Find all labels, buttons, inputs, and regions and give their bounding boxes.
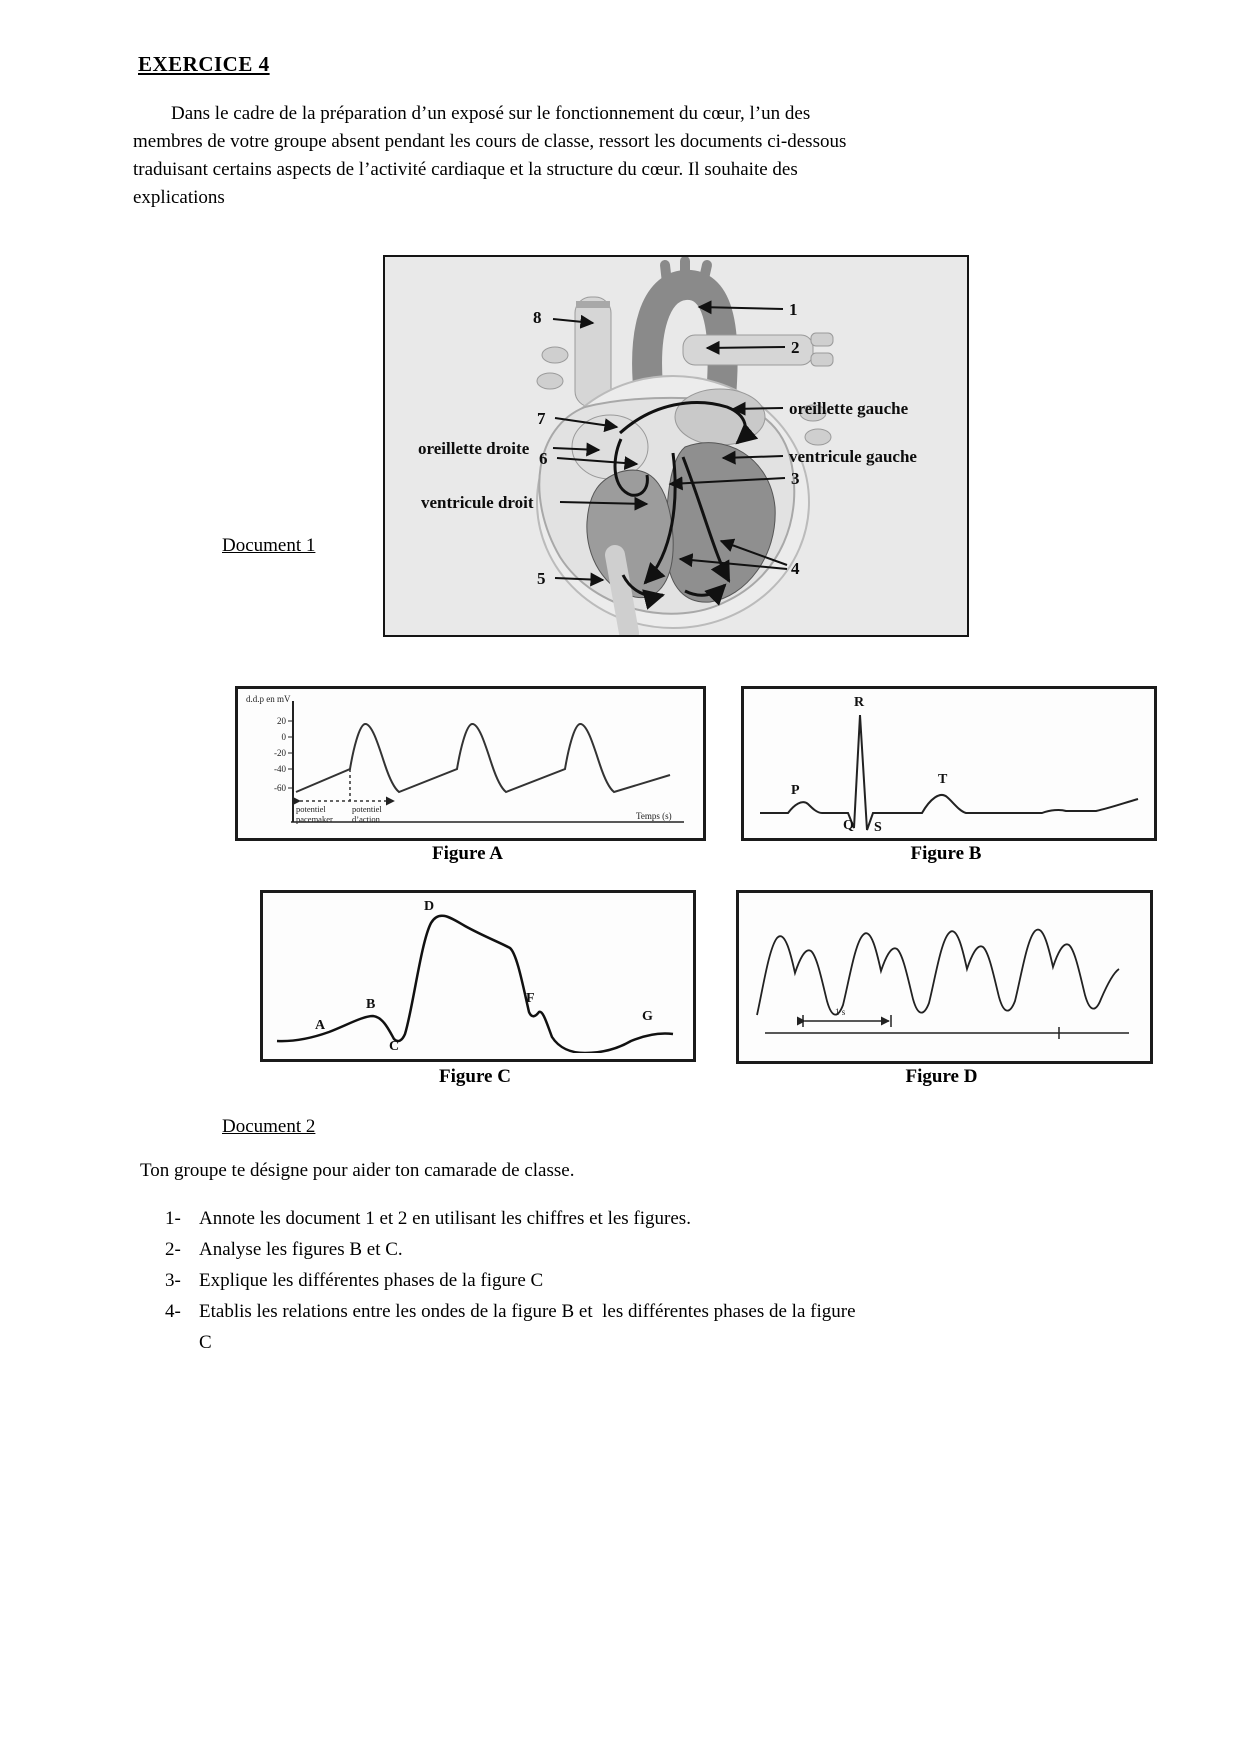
figure-b-wave-r: R	[854, 695, 865, 710]
vena-cava	[575, 297, 611, 407]
task-2-text: Analyse les figures B et C.	[199, 1239, 403, 1260]
task-4-text-line2: C	[199, 1332, 212, 1353]
figure-b-wave-p: P	[791, 783, 800, 798]
heart-diagram	[383, 255, 969, 637]
heart-label-7: 7	[537, 409, 546, 428]
intro-line-3: traduisant certains aspects de l’activité cardiaque et la structure du cœur. Il souhaite des	[133, 159, 798, 180]
heart-label-8: 8	[533, 308, 542, 327]
figure-d-trace	[757, 930, 1119, 1015]
right-atrium	[572, 415, 648, 479]
figure-c-point-f: F	[526, 991, 535, 1006]
figure-a-ylabel: d.d.p en mV	[246, 694, 291, 704]
figure-a-caption: Figure A	[432, 843, 503, 864]
vessel-stub-left1	[542, 347, 568, 363]
figure-a-zone-action: potentiel d’action	[352, 804, 382, 824]
arrow-2	[707, 347, 785, 348]
inferior-vessel	[615, 555, 629, 633]
exercise-title: EXERCICE 4	[138, 52, 270, 76]
task-3-text: Explique les différentes phases de la figure C	[199, 1270, 544, 1291]
figure-b-svg	[744, 689, 1148, 832]
task-list	[165, 1203, 1165, 1358]
heart-label-1: 1	[789, 300, 798, 319]
task-4-text-line1: Etablis les relations entre les ondes de la figure B et les différentes phases de la figure	[199, 1301, 856, 1322]
aorta-branch-3	[703, 265, 707, 283]
heart-label-2: 2	[791, 338, 800, 357]
heart-label-ventricule-droit: ventricule droit	[421, 493, 534, 512]
figure-a	[235, 686, 706, 841]
task-1-text: Annote les document 1 et 2 en utilisant les chiffres et les figures.	[199, 1208, 691, 1229]
task-item-2	[165, 1234, 1165, 1265]
task-3-number: 3-	[165, 1270, 181, 1291]
heart-label-5: 5	[537, 569, 546, 588]
figure-a-curve	[296, 724, 670, 792]
figure-c-point-d: D	[424, 899, 435, 914]
figure-b-wave-q: Q	[843, 818, 854, 833]
heart-label-oreillette-gauche: oreillette gauche	[789, 399, 909, 418]
figure-c	[260, 890, 696, 1062]
figure-d-svg	[739, 893, 1144, 1055]
arrow-oreillette-gauche	[733, 408, 783, 409]
heart-label-oreillette-droite: oreillette droite	[418, 439, 530, 458]
document2-label: Document 2	[222, 1116, 316, 1137]
figure-a-ytick-neg60: -60	[274, 783, 286, 793]
heart-label-ventricule-gauche: ventricule gauche	[789, 447, 917, 466]
task-item-4	[165, 1296, 1165, 1327]
figure-c-point-a: A	[315, 1018, 326, 1033]
figure-a-ytick-neg20: -20	[274, 748, 286, 758]
figure-b-wave-t: T	[938, 772, 948, 787]
figure-c-point-c: C	[389, 1039, 400, 1054]
left-atrium	[675, 389, 765, 445]
vena-cava-cap	[576, 301, 610, 308]
figure-c-curve	[277, 916, 673, 1053]
intro-line-1: Dans le cadre de la préparation d’un exposé sur le fonctionnement du cœur, l’un des	[133, 103, 811, 124]
figure-a-xlabel: Temps (s)	[636, 811, 672, 821]
figure-a-ytick-20: 20	[277, 716, 286, 726]
figure-b-caption: Figure B	[910, 843, 982, 864]
vessel-stub-left2	[537, 373, 563, 389]
heart-label-4: 4	[791, 559, 800, 578]
task-1-number: 1-	[165, 1208, 181, 1229]
figure-b-ecg-trace	[760, 715, 1138, 830]
task-item-1	[165, 1203, 1165, 1234]
figure-b	[741, 686, 1157, 841]
figure-c-svg	[263, 893, 687, 1053]
pulmonary-stub-2	[811, 353, 833, 366]
intro-line-2: membres de votre groupe absent pendant les cours de classe, ressort les documents ci-dessous	[133, 131, 847, 152]
intro-line-4: explications	[133, 187, 225, 208]
figure-a-ytick-0: 0	[281, 732, 286, 742]
figure-d-caption: Figure D	[905, 1066, 978, 1087]
intro-paragraph	[133, 100, 1133, 212]
pulmonary-stub-1	[811, 333, 833, 346]
closing-sentence: Ton groupe te désigne pour aider ton camarade de classe.	[140, 1160, 575, 1181]
figure-d-interval-label: 1 s	[835, 1007, 846, 1017]
heart-label-3: 3	[791, 469, 800, 488]
figure-b-wave-s: S	[874, 820, 882, 835]
figure-c-caption: Figure C	[439, 1066, 511, 1087]
figure-a-zone-pacemaker: potentiel pacemaker	[296, 804, 333, 824]
task-2-number: 2-	[165, 1239, 181, 1260]
vessel-stub-right2	[805, 429, 831, 445]
task-item-4-continuation	[165, 1327, 1165, 1358]
figure-c-point-b: B	[366, 997, 376, 1012]
task-4-number: 4-	[165, 1301, 181, 1322]
figure-d	[736, 890, 1153, 1064]
aorta-branch-1	[665, 265, 667, 283]
figure-a-ytick-neg40: -40	[274, 764, 286, 774]
document1-label: Document 1	[222, 535, 316, 556]
figure-c-point-g: G	[642, 1009, 653, 1024]
task-item-3	[165, 1265, 1165, 1296]
heart-label-6: 6	[539, 449, 548, 468]
